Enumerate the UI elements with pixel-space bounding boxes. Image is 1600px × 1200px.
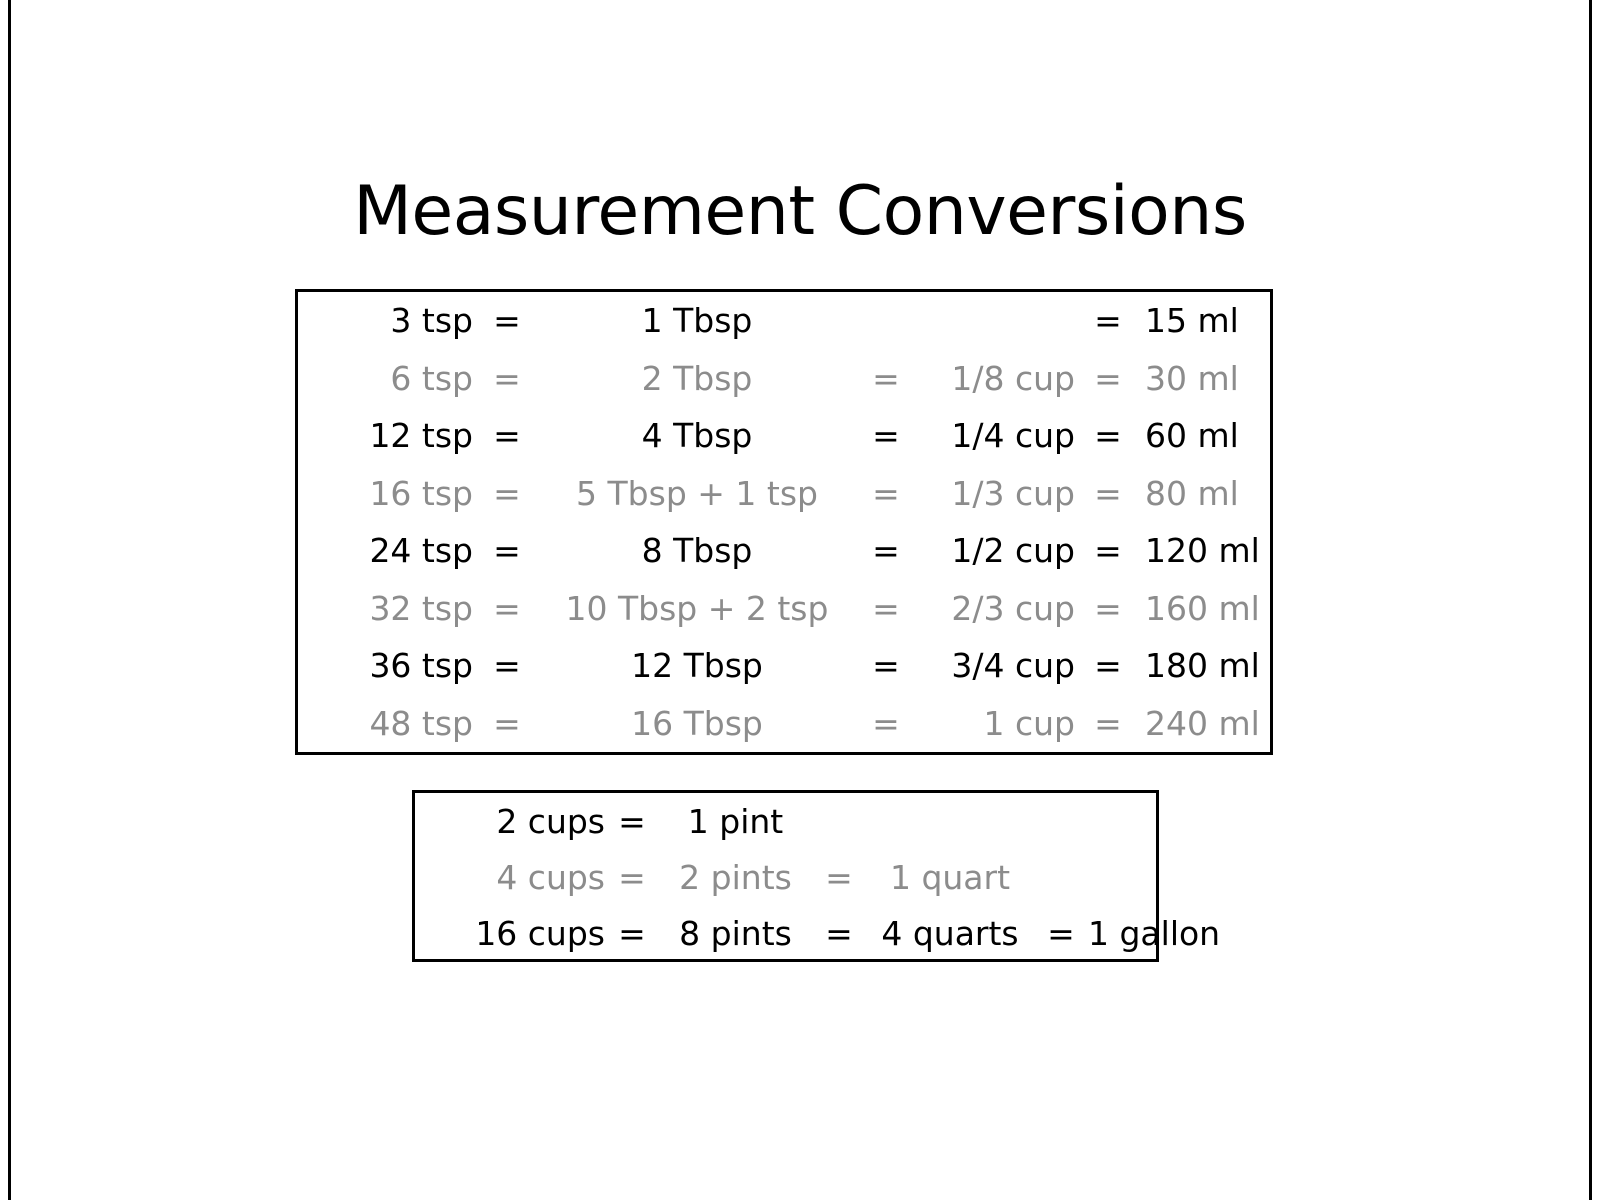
cell-eq2: = xyxy=(872,531,900,571)
cell-eq3: = xyxy=(1094,588,1122,628)
cell-eq1: = xyxy=(618,801,646,841)
cell-tsp: 24 tsp xyxy=(369,531,473,571)
cell-eq3: = xyxy=(1094,473,1122,513)
cell-eq1: = xyxy=(493,646,521,686)
cell-eq3 xyxy=(1040,849,1082,905)
cell-tsp: 16 tsp xyxy=(369,473,473,513)
cell-tbsp: 10 Tbsp + 2 tsp xyxy=(565,588,829,628)
conversion-table-box xyxy=(295,289,1273,755)
cell-gallons: 1 gallon xyxy=(1088,913,1221,953)
cell-eq2: = xyxy=(825,913,853,953)
cell-cup: 1/3 cup xyxy=(951,473,1075,513)
cell-eq2: = xyxy=(872,473,900,513)
cell-eq1: = xyxy=(493,703,521,743)
cell-eq2: = xyxy=(872,358,900,398)
cell-tbsp: 12 Tbsp xyxy=(631,646,763,686)
cell-tbsp: 5 Tbsp + 1 tsp xyxy=(576,473,818,513)
cell-cup: 1/4 cup xyxy=(951,416,1075,456)
cell-tbsp: 4 Tbsp xyxy=(641,416,753,456)
cell-tsp: 48 tsp xyxy=(369,703,473,743)
table-row xyxy=(298,522,1285,580)
table-row xyxy=(298,580,1285,638)
table-row xyxy=(298,407,1285,465)
cell-cup: 3/4 cup xyxy=(951,646,1075,686)
cell-quarts xyxy=(860,793,1040,849)
table-row xyxy=(298,350,1285,408)
cell-cup: 1/2 cup xyxy=(951,531,1075,571)
cell-ml: 60 ml xyxy=(1145,416,1239,456)
cell-tsp: 12 tsp xyxy=(369,416,473,456)
table-row xyxy=(298,292,1285,350)
table-row xyxy=(415,905,1248,961)
cell-eq3: = xyxy=(1094,358,1122,398)
cell-ml: 30 ml xyxy=(1145,358,1239,398)
cell-cups: 2 cups xyxy=(496,801,605,841)
volume-table-box xyxy=(412,790,1221,962)
cell-eq1: = xyxy=(493,358,521,398)
cell-eq1: = xyxy=(493,588,521,628)
volume-table xyxy=(415,793,1248,961)
table-row xyxy=(415,849,1248,905)
cell-eq2 xyxy=(818,793,860,849)
cell-pints: 8 pints xyxy=(679,913,792,953)
table-row xyxy=(298,695,1285,753)
cell-eq3: = xyxy=(1094,646,1122,686)
cell-eq1: = xyxy=(493,301,521,341)
cell-cups: 4 cups xyxy=(496,857,605,897)
cell-ml: 180 ml xyxy=(1145,646,1260,686)
cell-eq3: = xyxy=(1094,301,1122,341)
cell-eq3: = xyxy=(1094,531,1122,571)
cell-eq1: = xyxy=(618,913,646,953)
cell-eq1: = xyxy=(493,531,521,571)
cell-ml: 80 ml xyxy=(1145,473,1239,513)
cell-eq3: = xyxy=(1094,703,1122,743)
cell-cup: 1/8 cup xyxy=(951,358,1075,398)
cell-eq2: = xyxy=(872,646,900,686)
cell-tbsp: 2 Tbsp xyxy=(641,358,753,398)
cell-eq3: = xyxy=(1094,416,1122,456)
cell-quarts: 4 quarts xyxy=(881,913,1019,953)
table-row xyxy=(415,793,1248,849)
table-row xyxy=(298,637,1285,695)
cell-gallons xyxy=(1082,849,1248,905)
cell-quarts: 1 quart xyxy=(889,857,1011,897)
cell-ml: 240 ml xyxy=(1145,703,1260,743)
cell-pints: 1 pint xyxy=(687,801,784,841)
cell-eq2: = xyxy=(872,416,900,456)
cell-eq2: = xyxy=(872,703,900,743)
cell-eq1: = xyxy=(493,416,521,456)
cell-tsp: 36 tsp xyxy=(369,646,473,686)
page-title: Measurement Conversions xyxy=(353,172,1247,251)
cell-gallons xyxy=(1082,793,1248,849)
cell-tbsp: 16 Tbsp xyxy=(631,703,763,743)
cell-tsp: 6 tsp xyxy=(390,358,473,398)
cell-ml: 160 ml xyxy=(1145,588,1260,628)
cell-eq2: = xyxy=(872,588,900,628)
cell-eq3: = xyxy=(1047,913,1075,953)
cell-eq3 xyxy=(1040,793,1082,849)
conversion-table xyxy=(298,292,1285,752)
cell-eq2: = xyxy=(825,857,853,897)
cell-ml: 120 ml xyxy=(1145,531,1260,571)
cell-cup: 1 cup xyxy=(983,703,1075,743)
cell-tsp: 3 tsp xyxy=(390,301,473,341)
cell-cup xyxy=(915,292,1079,350)
cell-pints: 2 pints xyxy=(679,857,792,897)
table-row xyxy=(298,465,1285,523)
cell-eq2 xyxy=(857,292,915,350)
cell-tbsp: 1 Tbsp xyxy=(641,301,753,341)
cell-tsp: 32 tsp xyxy=(369,588,473,628)
cell-tbsp: 8 Tbsp xyxy=(641,531,753,571)
cell-eq1: = xyxy=(493,473,521,513)
cell-ml: 15 ml xyxy=(1145,301,1239,341)
cell-eq1: = xyxy=(618,857,646,897)
cell-cups: 16 cups xyxy=(475,913,605,953)
cell-cup: 2/3 cup xyxy=(951,588,1075,628)
